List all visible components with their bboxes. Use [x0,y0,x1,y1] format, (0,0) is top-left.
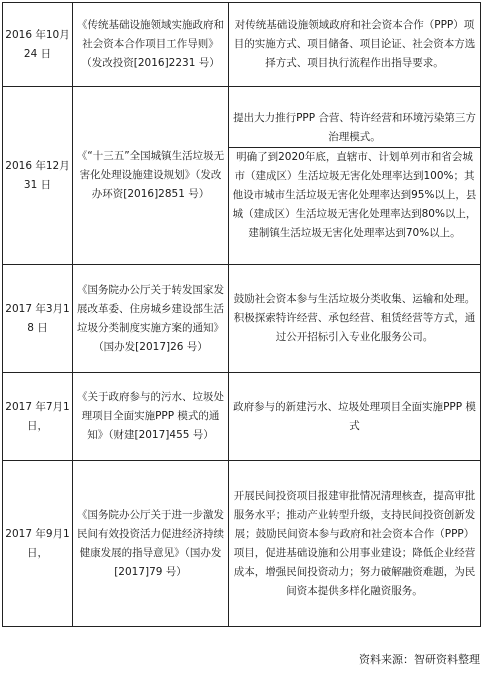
content-cell: 政府参与的新建污水、垃圾处理项目全面实施PPP 模式 [229,373,481,461]
document-cell: 《国务院办公厅关于进一步激发民间有效投资活力促进经济持续健康发展的指导意见》（国办发[2017]79 号） [73,461,229,627]
table-row [3,265,481,373]
table-row [3,461,481,627]
content-cell: 对传统基础设施领域政府和社会资本合作（PPP）项目的实施方式、项目储备、项目论证、社会资本方选择方式、项目执行流程作出指导要求。 [229,3,481,87]
table-row [3,373,481,461]
date-cell: 2016 年12月31 日 [3,87,73,265]
policy-table [2,2,481,627]
date-cell: 2017 年3月18 日 [3,265,73,373]
document-cell: 《传统基础设施领域实施政府和社会资本合作项目工作导则》（发改投资[2016]2231 号） [73,3,229,87]
content-cell [229,87,481,265]
document-cell: 《国务院办公厅关于转发国家发展改革委、住房城乡建设部生活垃圾分类制度实施方案的通知》（国办发[2017]26 号） [73,265,229,373]
content-part: 明确了到2020年底，直辖市、计划单列市和省会城市（建成区）生活垃圾无害化处理率达到100%；其他设市城市生活垃圾无害化处理率达到95%以上，县城（建成区）生活垃圾无害化处理率达到80%以上，建制镇生活垃圾无害化处理率达到70%以上。 [229,147,480,243]
source-note: 资料来源：智研资料整理 [359,653,480,666]
document-cell: 《关于政府参与的污水、垃圾处理项目全面实施PPP 模式的通知》（财建[2017]455 号） [73,373,229,461]
document-cell: 《“十三五”全国城镇生活垃圾无害化处理设施建设规划》（发改办环资[2016]2851 号） [73,87,229,265]
date-cell: 2017 年7月1 日， [3,373,73,461]
table-row [3,87,481,265]
content-part: 提出大力推行PPP 合营、特许经营和环境污染第三方治理模式。 [233,111,476,143]
table-row [3,3,481,87]
content-cell: 鼓励社会资本参与生活垃圾分类收集、运输和处理。积极探索特许经营、承包经营、租赁经营等方式，通过公开招标引入专业化服务公司。 [229,265,481,373]
content-cell: 开展民间投资项目报建审批情况清理核查，提高审批服务水平；推动产业转型升级，支持民间投资创新发展；鼓励民间资本参与政府和社会资本合作（PPP）项目，促进基础设施和公用事业建设；降低企业经营成本，增强民间投资动力；努力破解融资难题，为民间资本提供多样化融资服务。 [229,461,481,627]
date-cell: 2016 年10月24 日 [3,3,73,87]
date-cell: 2017 年9月1 日， [3,461,73,627]
